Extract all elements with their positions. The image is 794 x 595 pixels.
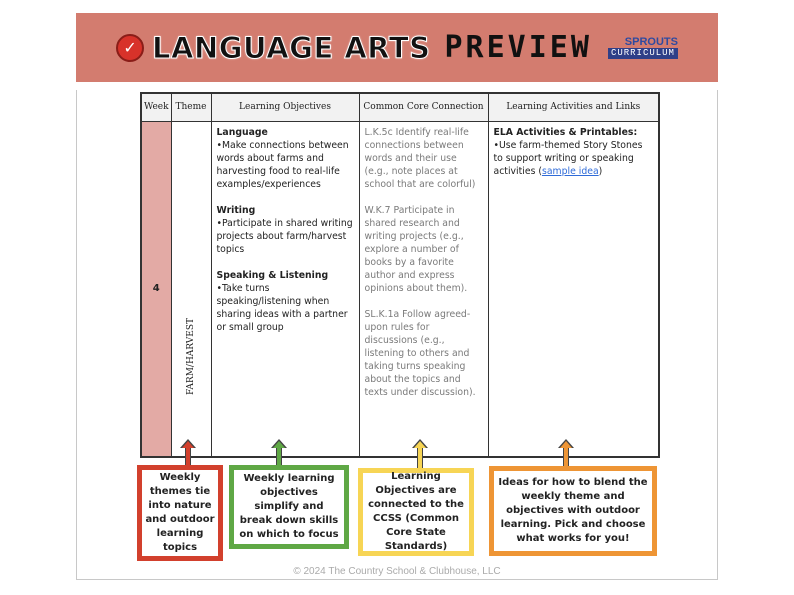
activities-text-end: ) <box>598 165 603 177</box>
checkmark-circle-icon: ✓ <box>116 34 144 62</box>
title-plain: PREVIEW <box>444 30 592 65</box>
sample-idea-link[interactable]: sample idea <box>542 165 599 177</box>
sprouts-logo <box>608 37 678 59</box>
table-row <box>141 121 659 457</box>
objective-heading: Writing <box>216 204 256 216</box>
table-header-row <box>141 93 659 121</box>
curriculum-table <box>140 92 660 458</box>
logo-top: SPROUTS <box>624 35 678 48</box>
standard-text: W.K.7 Participate in shared research and writing projects (e.g., explore a number of books by a favorite author and express opinions about them). <box>364 204 468 294</box>
header-theme: Theme <box>171 93 211 121</box>
theme-label: FARM/HARVEST <box>185 318 196 396</box>
objective-text: •Make connections between words about farms and harvesting food to real-life examples/experiences <box>216 139 349 190</box>
header-objectives: Learning Objectives <box>211 93 359 121</box>
theme-cell <box>171 121 211 457</box>
callout-activities: Ideas for how to blend the weekly theme and objectives with outdoor learning. Pick and choose what works for you! <box>489 466 657 556</box>
title-bold: LANGUAGE ARTS <box>152 30 431 65</box>
standard-text: L.K.5c Identify real-life connections between words and their use (e.g., note places at school that are colorful) <box>364 126 476 190</box>
callout-themes: Weekly themes tie into nature and outdoor learning topics <box>137 465 223 561</box>
objective-text: •Participate in shared writing projects about farm/harvest topics <box>216 217 353 255</box>
objective-heading: Speaking & Listening <box>216 269 329 281</box>
activities-text: •Use farm-themed Story Stones to support writing or speaking activities ( <box>493 139 643 177</box>
header-banner <box>76 13 718 82</box>
callout-ccss: Learning Objectives are connected to the CCSS (Common Core State Standards) <box>358 468 474 556</box>
objective-text: •Take turns speaking/listening when sharing ideas with a partner or small group <box>216 282 348 333</box>
activities-cell <box>488 121 659 457</box>
header-common-core: Common Core Connection <box>359 93 488 121</box>
arrow-up-icon <box>563 446 569 468</box>
activities-heading: ELA Activities & Printables: <box>493 126 638 138</box>
common-core-cell <box>359 121 488 457</box>
header-activities: Learning Activities and Links <box>488 93 659 121</box>
logo-bottom: CURRICULUM <box>608 48 678 59</box>
week-cell: 4 <box>141 121 171 457</box>
callout-objectives: Weekly learning objectives simplify and break down skills on which to focus <box>229 465 349 549</box>
arrow-up-icon <box>417 446 423 470</box>
objectives-cell <box>211 121 359 457</box>
objective-heading: Language <box>216 126 268 138</box>
copyright-footer: © 2024 The Country School & Clubhouse, LLC <box>293 566 501 577</box>
header-week: Week <box>141 93 171 121</box>
standard-text: SL.K.1a Follow agreed-upon rules for discussions (e.g., listening to others and taking turns speaking about the topics and texts under discussion). <box>364 308 476 398</box>
